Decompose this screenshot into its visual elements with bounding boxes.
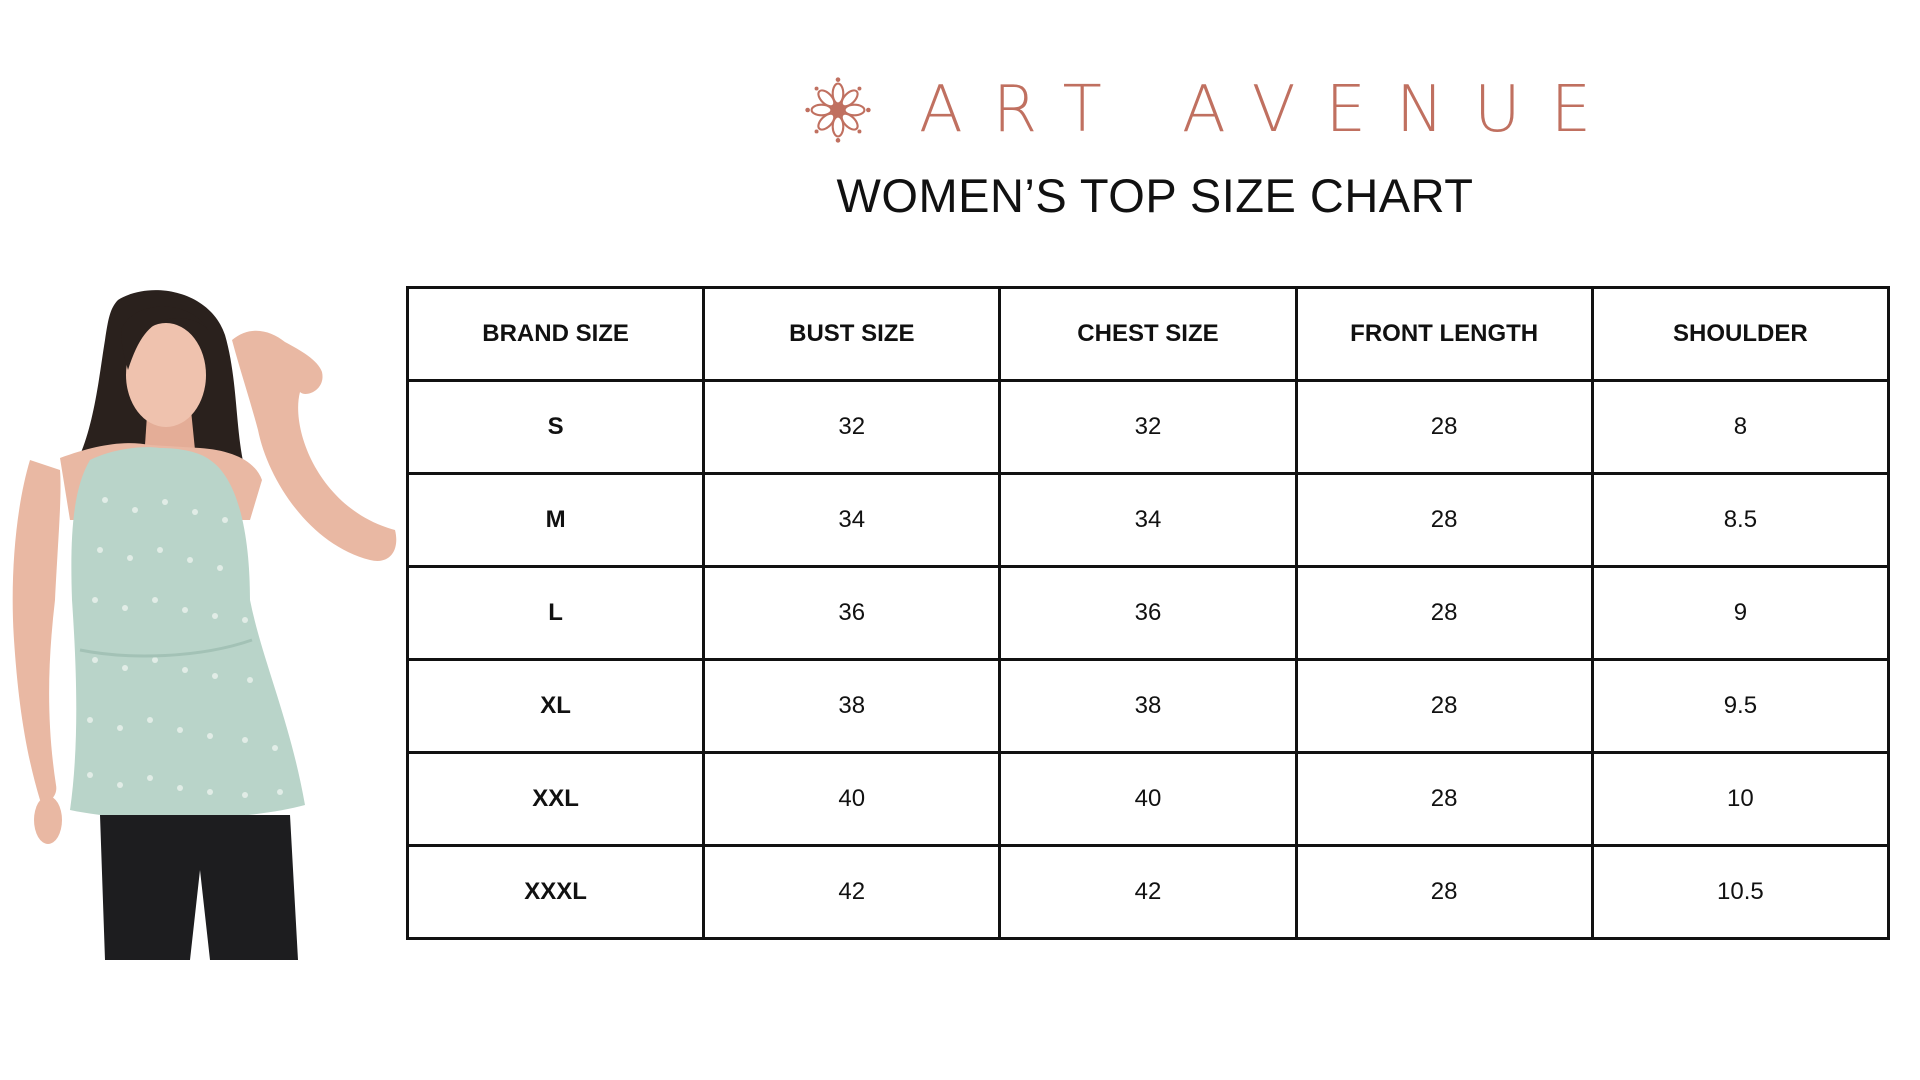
brand-logo	[805, 72, 1621, 148]
size-cell: L	[408, 567, 704, 660]
shoulder-cell: 9	[1592, 567, 1888, 660]
bust-cell: 34	[704, 474, 1000, 567]
model-photo	[0, 280, 400, 960]
chest-cell: 32	[1000, 381, 1296, 474]
chest-cell: 36	[1000, 567, 1296, 660]
table-row	[408, 474, 1889, 567]
chest-cell: 34	[1000, 474, 1296, 567]
table-row	[408, 381, 1889, 474]
shoulder-cell: 8	[1592, 381, 1888, 474]
header-bust-size: BUST SIZE	[704, 288, 1000, 381]
table-row	[408, 846, 1889, 939]
chest-cell: 40	[1000, 753, 1296, 846]
mandala-flower-icon	[805, 77, 871, 143]
table-row	[408, 753, 1889, 846]
front-length-cell: 28	[1296, 474, 1592, 567]
size-chart-table	[406, 286, 1890, 940]
front-length-cell: 28	[1296, 381, 1592, 474]
bust-cell: 36	[704, 567, 1000, 660]
front-length-cell: 28	[1296, 846, 1592, 939]
trousers	[100, 815, 298, 960]
front-length-cell: 28	[1296, 753, 1592, 846]
header-chest-size: CHEST SIZE	[1000, 288, 1296, 381]
table-header-row	[408, 288, 1889, 381]
bust-cell: 38	[704, 660, 1000, 753]
bust-cell: 42	[704, 846, 1000, 939]
shoulder-cell: 10.5	[1592, 846, 1888, 939]
chest-cell: 42	[1000, 846, 1296, 939]
raised-arm	[232, 331, 396, 561]
header-shoulder: SHOULDER	[1592, 288, 1888, 381]
bust-cell: 40	[704, 753, 1000, 846]
size-cell: XXL	[408, 753, 704, 846]
brand-name: ART AVENUE	[919, 73, 1622, 147]
front-length-cell: 28	[1296, 660, 1592, 753]
size-cell: XXXL	[408, 846, 704, 939]
table-row	[408, 660, 1889, 753]
size-cell: M	[408, 474, 704, 567]
front-length-cell: 28	[1296, 567, 1592, 660]
shoulder-cell: 10	[1592, 753, 1888, 846]
size-cell: S	[408, 381, 704, 474]
header-brand-size: BRAND SIZE	[408, 288, 704, 381]
header-front-length: FRONT LENGTH	[1296, 288, 1592, 381]
shoulder-cell: 8.5	[1592, 474, 1888, 567]
bust-cell: 32	[704, 381, 1000, 474]
left-arm	[13, 460, 61, 801]
left-hand	[34, 796, 62, 844]
size-cell: XL	[408, 660, 704, 753]
page-title: WOMEN’S TOP SIZE CHART	[836, 169, 1474, 222]
chest-cell: 38	[1000, 660, 1296, 753]
shoulder-cell: 9.5	[1592, 660, 1888, 753]
table-row	[408, 567, 1889, 660]
